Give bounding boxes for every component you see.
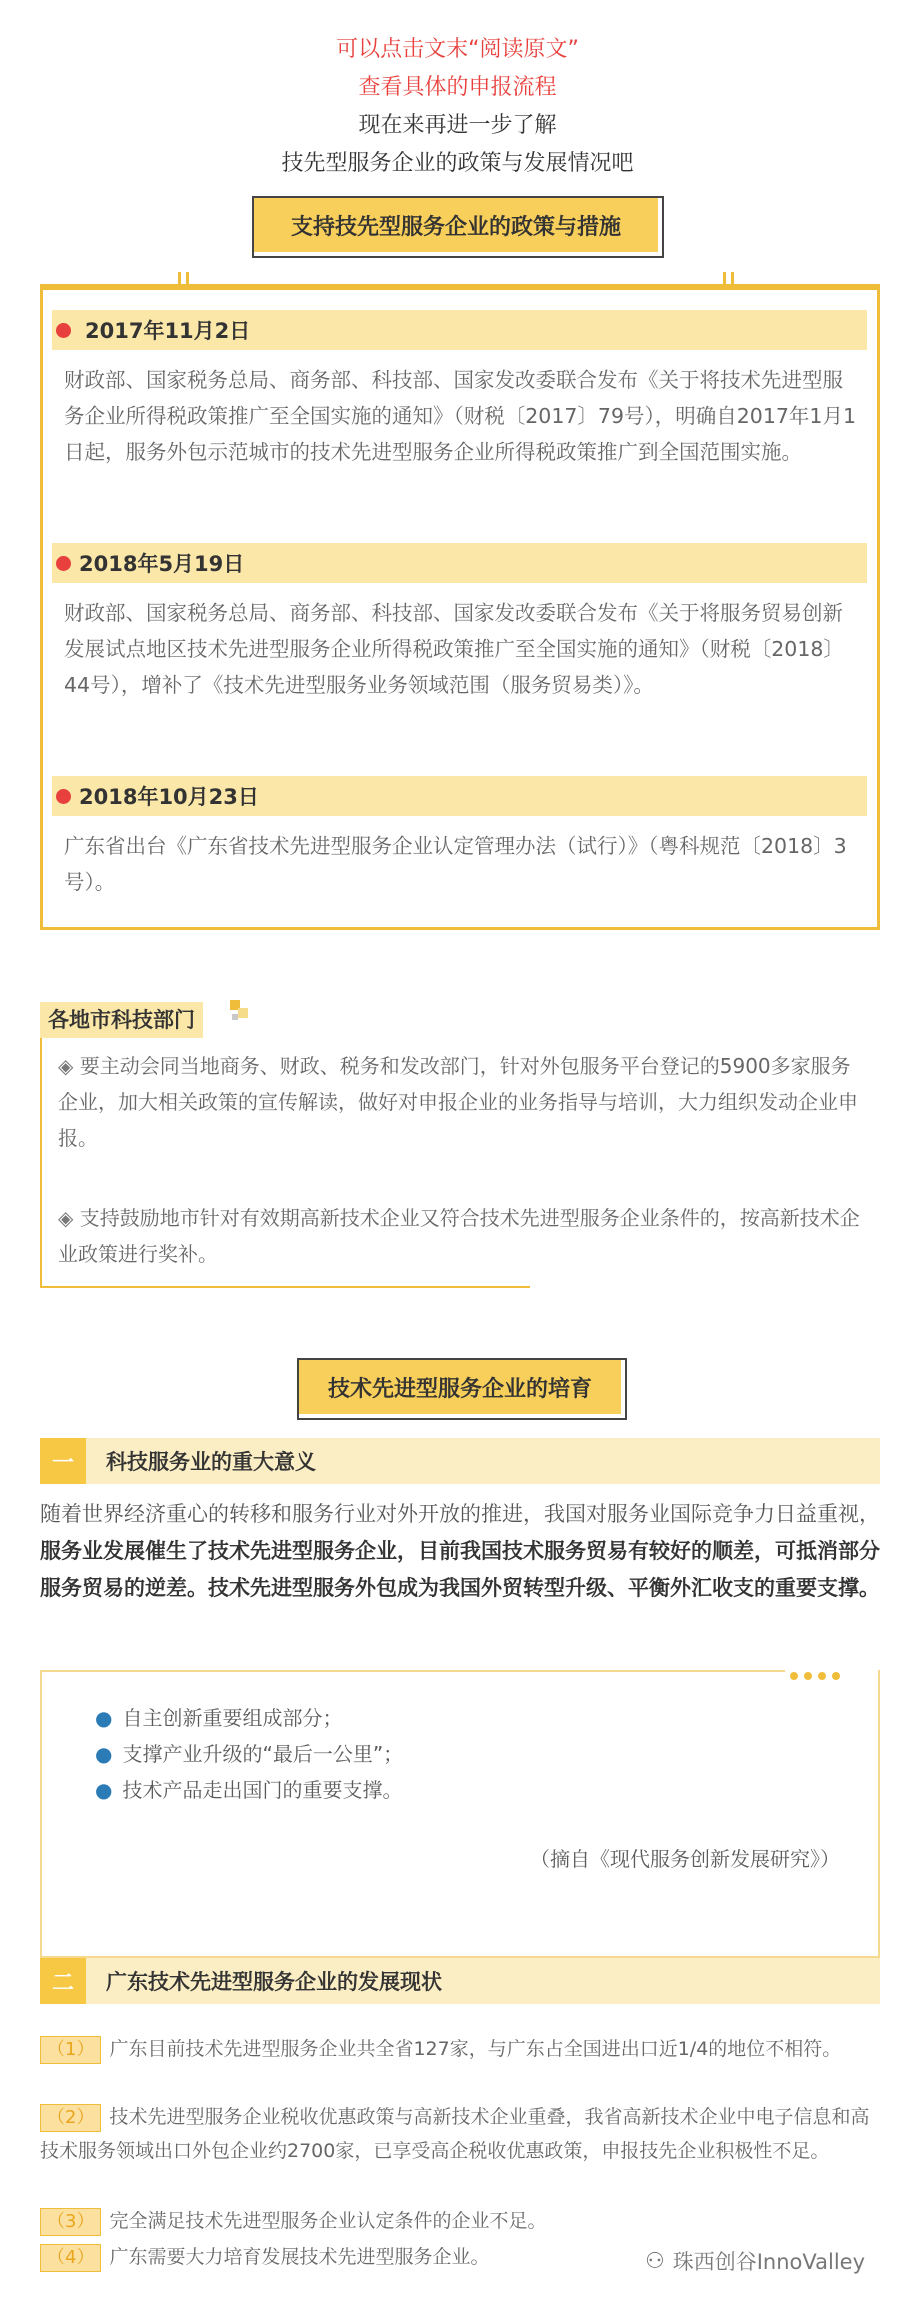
status-item bbox=[40, 2100, 882, 2168]
local-bottom-border bbox=[40, 1286, 530, 1288]
section1-para-normal: 随着世界经济重心的转移和服务行业对外开放的推进，我国对服务业国际竞争力日益重视， bbox=[40, 1502, 880, 1526]
local-item-text: 支持鼓励地市针对有效期高新技术企业又符合技术先进型服务企业条件的，按高新技术企业政策进行奖补。 bbox=[58, 1206, 860, 1266]
red-dot-icon bbox=[56, 789, 71, 804]
watermark-text: 珠西创谷InnoValley bbox=[672, 2250, 866, 2274]
policy-text: 广东省出台《广东省技术先进型服务企业认定管理办法（试行）》（粤科规范〔2018〕3号）。 bbox=[64, 834, 847, 894]
quote-item bbox=[95, 1736, 403, 1772]
quote-item-text: 技术产品走出国门的重要支撑。 bbox=[122, 1778, 403, 1802]
policy-date: 2018年10月23日 bbox=[79, 785, 259, 809]
rail-post bbox=[186, 272, 189, 287]
local-label: 各地市科技部门 bbox=[40, 1002, 203, 1038]
rail-post bbox=[178, 272, 181, 287]
quote-item-text: 自主创新重要组成部分； bbox=[122, 1706, 343, 1730]
intro-line-1: 可以点击文末“阅读原文” bbox=[336, 37, 579, 62]
item-number-tag: （3） bbox=[40, 2208, 101, 2236]
quote-item-text: 支撑产业升级的“最后一公里”； bbox=[122, 1742, 404, 1766]
local-item bbox=[58, 1048, 868, 1156]
quote-source: （摘自《现代服务创新发展研究》） bbox=[530, 1847, 840, 1871]
policy-date: 2018年5月19日 bbox=[79, 552, 245, 576]
quote-item bbox=[95, 1700, 403, 1736]
status-item bbox=[40, 2240, 640, 2274]
item-number-tag: （1） bbox=[40, 2036, 101, 2064]
policy-text: 财政部、国家税务总局、商务部、科技部、国家发改委联合发布《关于将服务贸易创新发展试点地区技术先进型服务企业所得税政策推广至全国实施的通知》（财税〔2018〕44号），增补了《技术先进型服务业务领域范围（服务贸易类）》。 bbox=[64, 601, 844, 697]
policy-date: 2017年11月2日 bbox=[85, 319, 251, 343]
diamond-icon: ◈ bbox=[58, 1054, 74, 1078]
red-dot-icon bbox=[56, 556, 71, 571]
red-dot-icon bbox=[56, 323, 71, 338]
local-item bbox=[58, 1200, 868, 1272]
diamond-icon: ◈ bbox=[58, 1206, 74, 1230]
bullet-dot-icon: ● bbox=[95, 1706, 113, 1730]
quote-list bbox=[95, 1700, 403, 1808]
policy-title: 支持技先型服务企业的政策与措施 bbox=[254, 198, 658, 252]
section-bar bbox=[40, 1958, 880, 2004]
local-left-border bbox=[40, 1038, 42, 1288]
status-item bbox=[40, 2032, 882, 2066]
quote-item bbox=[95, 1772, 403, 1808]
section1-para-bold: 服务业发展催生了技术先进型服务企业，目前我国技术服务贸易有较好的顺差，可抵消部分服务贸易的逆差。技术先进型服务外包成为我国外贸转型升级、平衡外汇收支的重要支撑。 bbox=[40, 1539, 880, 1600]
wechat-icon: ⚇ bbox=[645, 2248, 665, 2274]
section-number: 一 bbox=[40, 1438, 86, 1484]
quote-top-border bbox=[40, 1670, 785, 1672]
local-item-text: 要主动会同当地商务、财政、税务和发改部门，针对外包服务平台登记的5900多家服务企业，加大相关政策的宣传解读，做好对申报企业的业务指导与培训，大力组织发动企业申报。 bbox=[58, 1054, 858, 1150]
policy-text: 财政部、国家税务总局、商务部、科技部、国家发改委联合发布《关于将技术先进型服务企业所得税政策推广至全国实施的通知》（财税〔2017〕79号），明确自2017年1月1日起，服务外包示范城市的技术先进型服务企业所得税政策推广到全国范围实施。 bbox=[64, 368, 857, 464]
status-item-text: 完全满足技术先进型服务企业认定条件的企业不足。 bbox=[109, 2210, 547, 2232]
status-item-text: 广东目前技术先进型服务企业共全省127家，与广东占全国进出口近1/4的地位不相符。 bbox=[109, 2038, 842, 2060]
section-number: 二 bbox=[40, 1958, 86, 2004]
intro-line-3: 现在来再进一步了解 bbox=[358, 113, 557, 138]
rail-post bbox=[723, 272, 726, 287]
status-item-text: 技术先进型服务企业税收优惠政策与高新技术企业重叠，我省高新技术企业中电子信息和高技术服务领域出口外包企业约2700家，已享受高企税收优惠政策，申报技先企业积极性不足。 bbox=[40, 2106, 870, 2162]
bullet-dot-icon: ● bbox=[95, 1778, 113, 1802]
policy-title-box bbox=[252, 196, 664, 258]
watermark bbox=[645, 2246, 865, 2276]
intro-line-4: 技先型服务企业的政策与发展情况吧 bbox=[281, 151, 634, 176]
section-title: 科技服务业的重大意义 bbox=[106, 1450, 316, 1474]
date-bar bbox=[52, 543, 867, 583]
intro-line-2: 查看具体的申报流程 bbox=[358, 75, 557, 100]
status-item bbox=[40, 2204, 882, 2238]
cultivate-title: 技术先进型服务企业的培育 bbox=[299, 1360, 621, 1414]
rail-post bbox=[731, 272, 734, 287]
deco-square-icon bbox=[238, 1008, 248, 1018]
deco-square-icon bbox=[232, 1014, 238, 1020]
section-bar bbox=[40, 1438, 880, 1484]
dots-icon bbox=[790, 1665, 870, 1675]
section-title: 广东技术先进型服务企业的发展现状 bbox=[106, 1970, 442, 1994]
section1-paragraph bbox=[40, 1496, 882, 1607]
bullet-dot-icon: ● bbox=[95, 1742, 113, 1766]
date-bar bbox=[52, 310, 867, 350]
cultivate-title-box bbox=[297, 1358, 627, 1420]
item-number-tag: （4） bbox=[40, 2244, 101, 2272]
status-item-text: 广东需要大力培育发展技术先进型服务企业。 bbox=[109, 2246, 490, 2268]
item-number-tag: （2） bbox=[40, 2104, 101, 2132]
date-bar bbox=[52, 776, 867, 816]
